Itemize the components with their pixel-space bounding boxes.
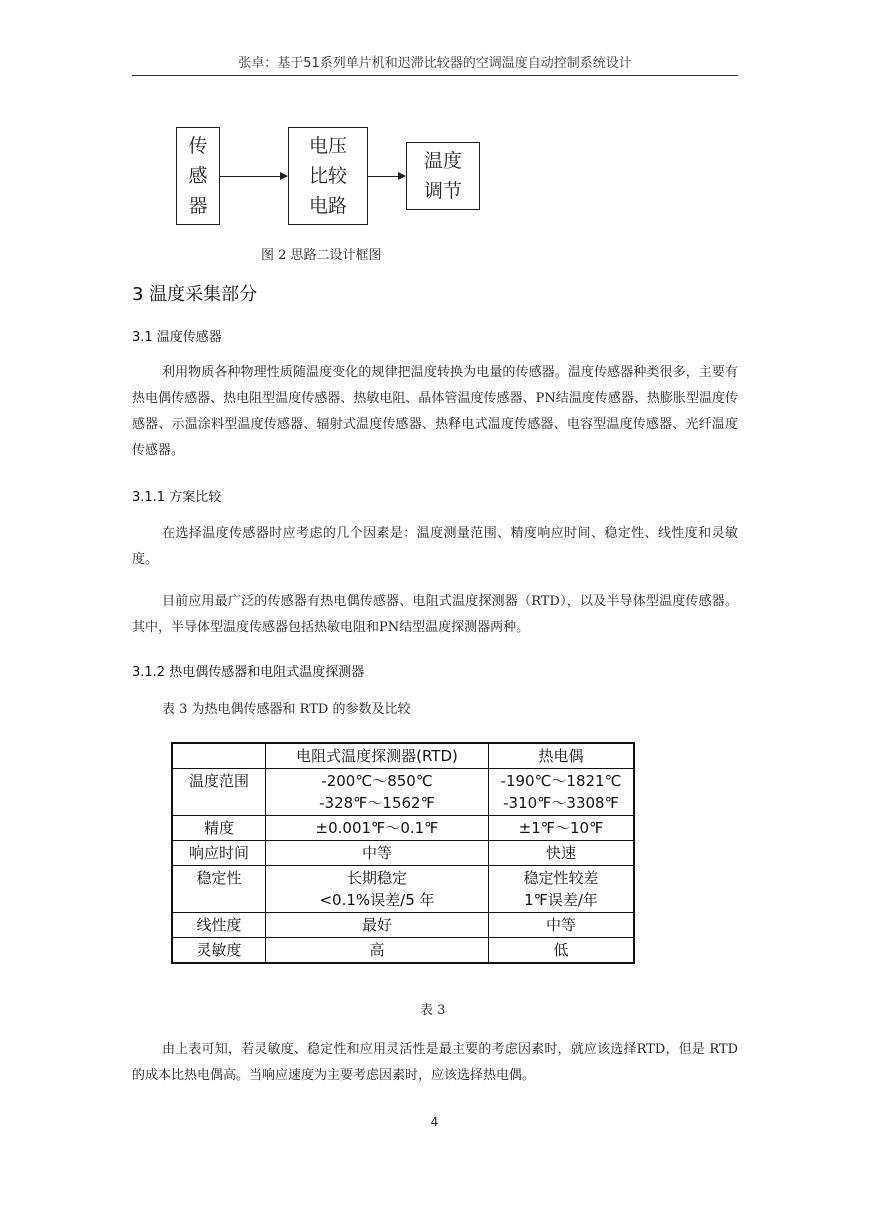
row-label: 精度 xyxy=(172,816,266,841)
table-row xyxy=(172,769,634,816)
comparator-box xyxy=(288,127,368,225)
rtd-value: -328℉～1562℉ xyxy=(319,794,435,812)
regulation-box-line: 调节 xyxy=(423,180,462,202)
thermocouple-cell: 低 xyxy=(489,938,635,964)
thermocouple-cell: 快速 xyxy=(489,841,635,866)
comparator-box-line: 比较 xyxy=(308,165,347,187)
thermocouple-cell xyxy=(489,769,635,816)
table-header-row xyxy=(172,743,634,769)
page-number: 4 xyxy=(430,1115,439,1129)
thermocouple-value: 1℉误差/年 xyxy=(524,891,598,909)
table-header-thermocouple: 热电偶 xyxy=(489,743,635,769)
regulation-box-line: 温度 xyxy=(423,150,462,172)
temperature-regulation-box xyxy=(406,142,480,210)
rtd-value: <0.1%误差/5 年 xyxy=(319,891,435,909)
table-caption: 表 3 xyxy=(420,1003,446,1018)
comparison-table xyxy=(171,742,635,964)
arrow-sensor-to-comparator xyxy=(219,176,287,177)
rtd-value: -200℃～850℃ xyxy=(321,772,433,790)
subsection-heading-3-1-2: 3.1.2 热电偶传感器和电阻式温度探测器 xyxy=(132,665,365,680)
table-row xyxy=(172,841,634,866)
rtd-value: 长期稳定 xyxy=(346,869,407,887)
rtd-cell: 最好 xyxy=(266,913,489,938)
comparator-box-line: 电压 xyxy=(308,135,347,157)
table-header-rtd: 电阻式温度探测器(RTD) xyxy=(266,743,489,769)
thermocouple-cell: ±1℉～10℉ xyxy=(489,816,635,841)
table-row xyxy=(172,938,634,964)
table-header-empty xyxy=(172,743,266,769)
section-heading: 3 温度采集部分 xyxy=(132,284,258,305)
row-label: 温度范围 xyxy=(172,769,266,816)
row-label: 稳定性 xyxy=(172,866,266,913)
page-header: 张卓：基于51系列单片机和迟滞比较器的空调温度自动控制系统设计 xyxy=(238,56,632,71)
row-label: 响应时间 xyxy=(172,841,266,866)
sensor-box-line: 传 xyxy=(188,135,208,157)
rtd-cell: 中等 xyxy=(266,841,489,866)
thermocouple-value: -190℃～1821℃ xyxy=(500,772,622,790)
table-row xyxy=(172,816,634,841)
subsection-heading-3-1-1: 3.1.1 方案比较 xyxy=(132,490,222,505)
paragraph-common-sensors: 目前应用最广泛的传感器有热电偶传感器、电阻式温度探测器（RTD），以及半导体型温度传感器。其中，半导体型温度传感器包括热敏电阻和PN结型温度探测器两种。 xyxy=(132,594,738,635)
thermocouple-value: 稳定性较差 xyxy=(523,869,599,887)
rtd-cell: ±0.001℉～0.1℉ xyxy=(266,816,489,841)
paragraph-temperature-sensors: 利用物质各种物理性质随温度变化的规律把温度转换为电量的传感器。温度传感器种类很多，主要有热电偶传感器、热电阻型温度传感器、热敏电阻、晶体管温度传感器、PN结温度传感器、热膨胀型温度传感器、示温涂料型温度传感器、辐射式温度传感器、热释电式温度传感器、电容型温度传感器、光纤温度传感器。 xyxy=(132,365,738,458)
table-row xyxy=(172,913,634,938)
rtd-cell xyxy=(266,866,489,913)
rtd-cell: 高 xyxy=(266,938,489,964)
subsection-heading-3-1: 3.1 温度传感器 xyxy=(132,330,222,345)
row-label: 灵敏度 xyxy=(172,938,266,964)
table-intro: 表 3 为热电偶传感器和 RTD 的参数及比较 xyxy=(162,702,411,717)
paragraph-conclusion: 由上表可知，若灵敏度、稳定性和应用灵活性是最主要的考虑因素时，就应该选择RTD，但是 RTD 的成本比热电偶高。当响应速度为主要考虑因素时，应该选择热电偶。 xyxy=(132,1042,738,1083)
row-label: 线性度 xyxy=(172,913,266,938)
thermocouple-cell xyxy=(489,866,635,913)
table-row xyxy=(172,866,634,913)
sensor-box xyxy=(176,127,220,225)
thermocouple-value: -310℉～3308℉ xyxy=(503,794,619,812)
sensor-box-line: 器 xyxy=(188,195,208,217)
arrow-comparator-to-regulation xyxy=(367,176,405,177)
sensor-box-line: 感 xyxy=(188,165,208,187)
thermocouple-cell: 中等 xyxy=(489,913,635,938)
comparator-box-line: 电路 xyxy=(308,195,347,217)
paragraph-selection-factors: 在选择温度传感器时应考虑的几个因素是：温度测量范围、精度响应时间、稳定性、线性度和灵敏度。 xyxy=(132,526,738,567)
figure-caption: 图 2 思路二设计框图 xyxy=(261,248,382,263)
rtd-cell xyxy=(266,769,489,816)
header-divider xyxy=(132,75,738,76)
